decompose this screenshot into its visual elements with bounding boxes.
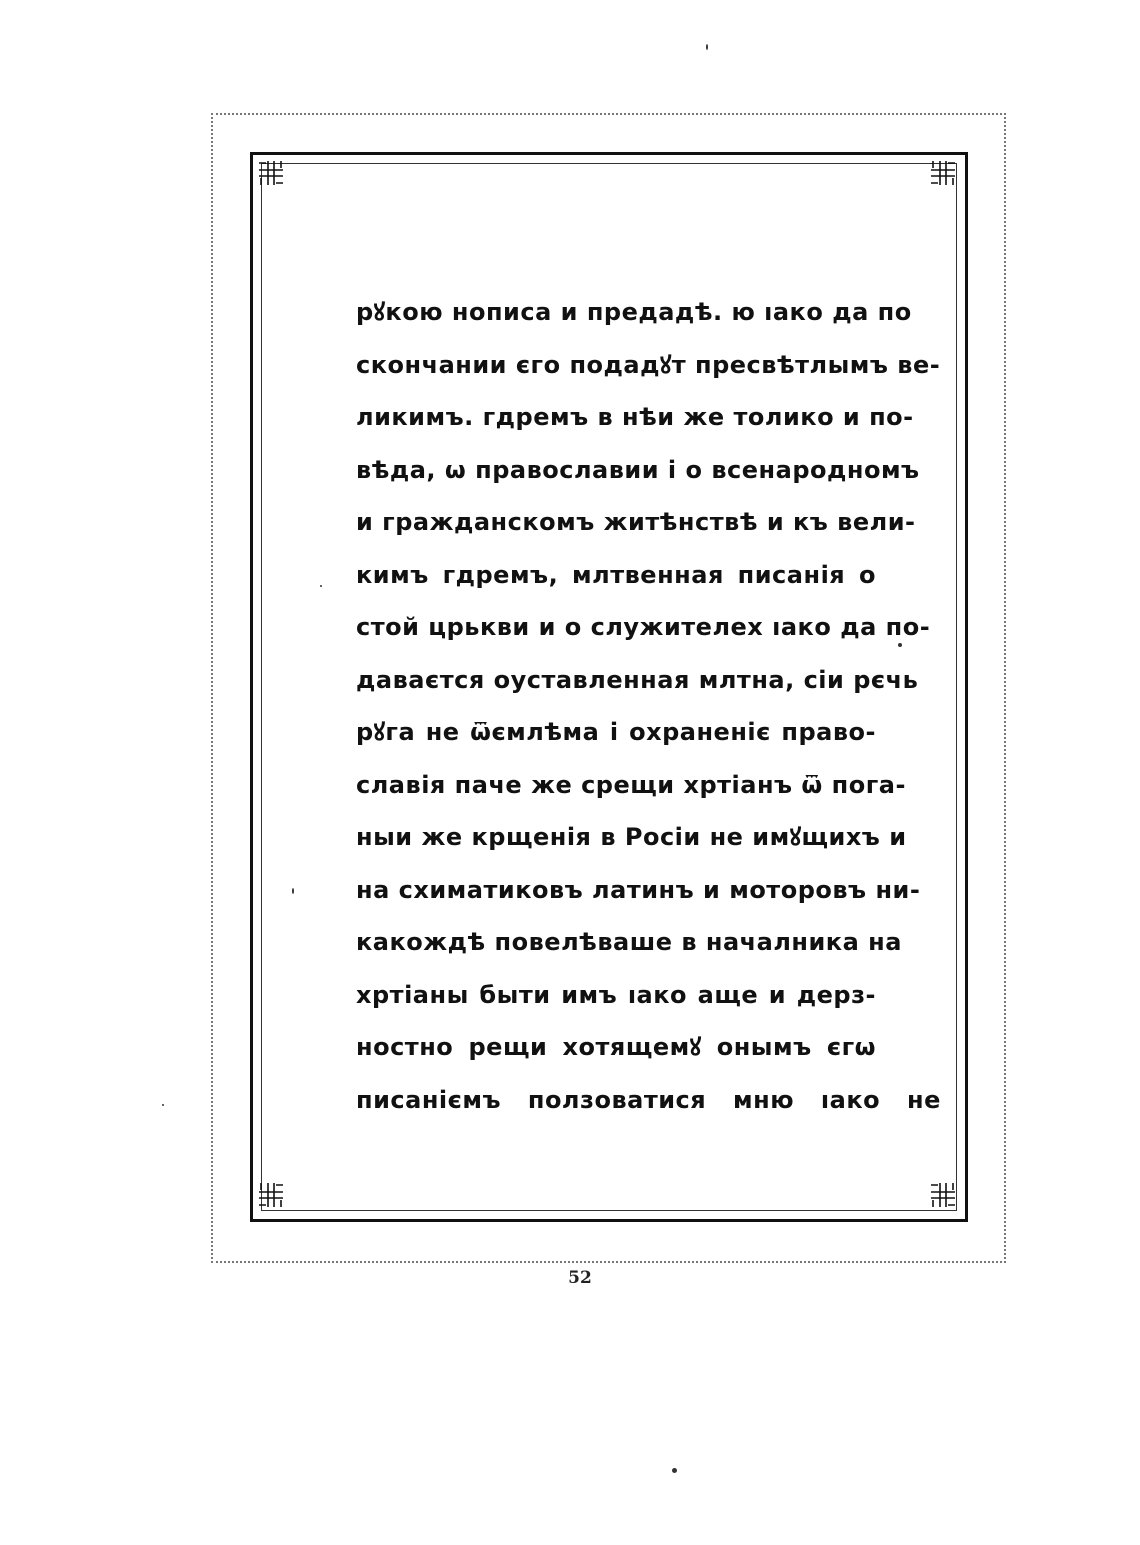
page-number: 52	[568, 1268, 592, 1288]
text-line: писаніємъ ползоватися мню ıако не	[356, 1085, 941, 1114]
text-line: какождѣ повелѣваше в началника на	[356, 928, 902, 956]
text-line: на схиматиковъ латинъ и моторовъ ни-	[356, 875, 921, 904]
text-line: даваєтся оуставленная млтна, сіи рєчь	[356, 665, 919, 694]
text-line: рꙋкою нописа и предадѣ. ю ıако да по	[356, 298, 912, 326]
scan-speck	[706, 44, 708, 50]
scan-speck	[672, 1468, 677, 1473]
corner-ornament-icon	[256, 158, 286, 188]
text-line: и гражданскомъ житѣнствѣ и къ вели-	[356, 508, 916, 536]
scan-speck	[162, 1104, 164, 1106]
scan-speck	[292, 888, 294, 894]
text-line: ностно рещи хотящемꙋ онымъ єгѡ	[356, 1033, 876, 1061]
text-line: хртіаны быти имъ ıако аще и дерз-	[356, 980, 876, 1009]
manuscript-text	[356, 286, 941, 1126]
text-line: славія паче же срещи хртіанъ ѿ пога-	[356, 770, 906, 799]
corner-ornament-icon	[928, 158, 958, 188]
scan-speck	[898, 643, 902, 647]
text-line: кимъ гдремъ, млтвенная писанія о	[356, 560, 876, 589]
text-line: стой црькви и о служителех ıако да по-	[356, 613, 931, 641]
text-line: рꙋга не ѿємлѣма і охраненіє право-	[356, 718, 876, 746]
text-line: ликимъ. гдремъ в нѣи же толико и по-	[356, 403, 914, 431]
corner-ornament-icon	[928, 1180, 958, 1210]
text-line: ныи же крщенія в Росіи не имꙋщихъ и	[356, 823, 907, 851]
text-line: вѣда, ѡ православии і о всенародномъ	[356, 455, 920, 484]
corner-ornament-icon	[256, 1180, 286, 1210]
scan-speck	[320, 585, 322, 587]
text-line: скончании єго подадꙋт пресвѣтлымъ ве-	[356, 350, 941, 379]
